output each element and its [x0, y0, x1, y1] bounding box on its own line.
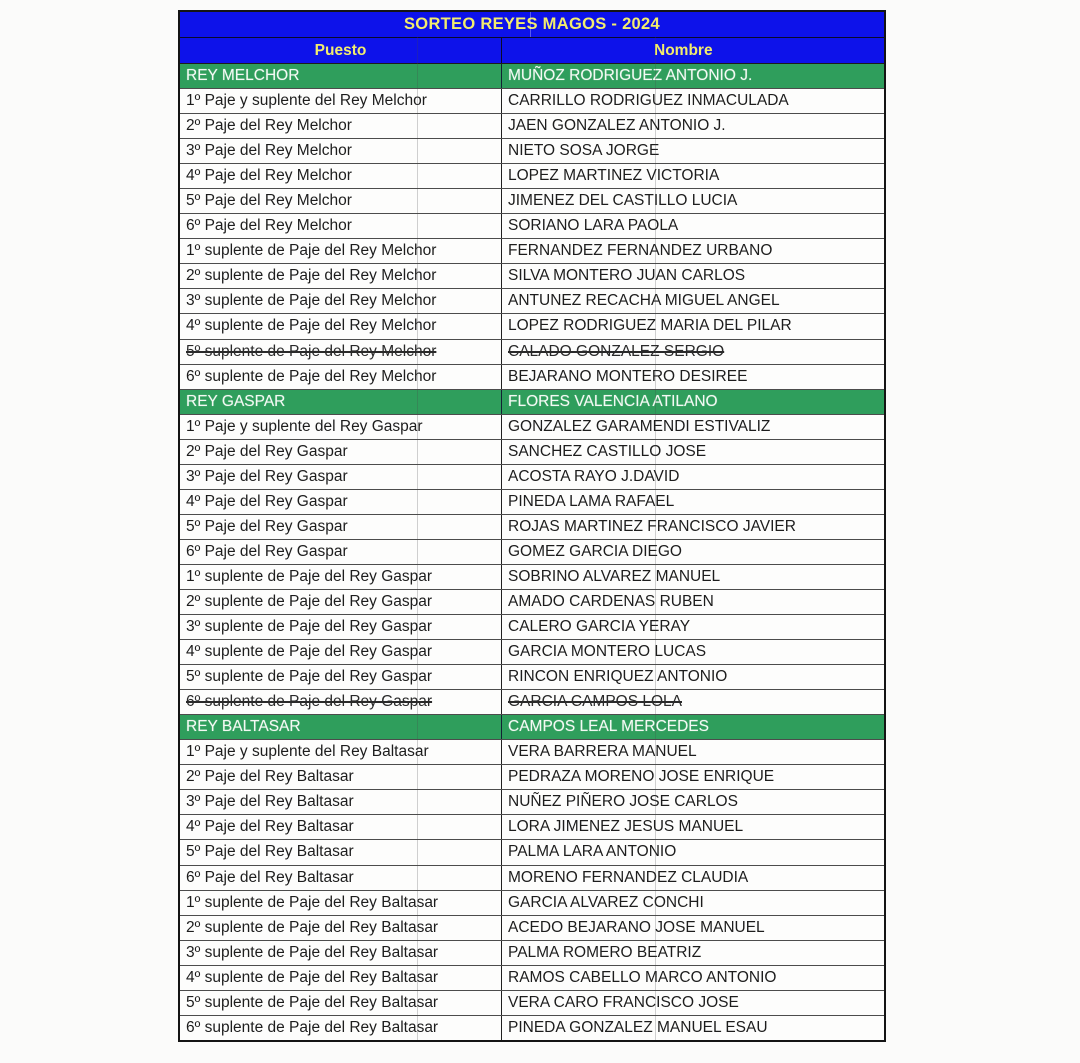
table-row	[180, 790, 884, 815]
nombre-cell	[502, 390, 884, 414]
table-row	[180, 941, 884, 966]
nombre-cell	[502, 891, 884, 915]
nombre-cell	[502, 490, 884, 514]
puesto-cell	[180, 189, 502, 213]
nombre-text: NUÑEZ PIÑERO JOSE CARLOS	[508, 793, 738, 811]
nombre-text: CAMPOS LEAL MERCEDES	[508, 718, 709, 736]
puesto-cell	[180, 765, 502, 789]
puesto-text: 1º suplente de Paje del Rey Gaspar	[186, 567, 433, 585]
puesto-text: 6º suplente de Paje del Rey Melchor	[186, 367, 437, 385]
puesto-text: REY GASPAR	[186, 392, 286, 410]
puesto-cell	[180, 289, 502, 313]
puesto-cell	[180, 815, 502, 839]
puesto-cell	[180, 590, 502, 614]
puesto-text: REY BALTASAR	[186, 718, 301, 736]
table-row	[180, 415, 884, 440]
table-row	[180, 164, 884, 189]
puesto-text: 5º suplente de Paje del Rey Baltasar	[186, 993, 439, 1011]
nombre-cell	[502, 340, 884, 364]
nombre-text: SANCHEZ CASTILLO JOSE	[508, 442, 707, 460]
nombre-text: CARRILLO RODRIGUEZ INMACULADA	[508, 92, 789, 110]
puesto-cell	[180, 239, 502, 263]
table-row	[180, 440, 884, 465]
nombre-cell	[502, 565, 884, 589]
nombre-cell	[502, 189, 884, 213]
puesto-cell	[180, 690, 502, 714]
nombre-cell	[502, 114, 884, 138]
table-row	[180, 891, 884, 916]
nombre-cell	[502, 465, 884, 489]
nombre-cell	[502, 164, 884, 188]
table-row	[180, 740, 884, 765]
puesto-cell	[180, 916, 502, 940]
puesto-text: 2º Paje del Rey Gaspar	[186, 442, 348, 460]
nombre-cell	[502, 640, 884, 664]
puesto-text: 4º suplente de Paje del Rey Gaspar	[186, 643, 433, 661]
nombre-cell	[502, 214, 884, 238]
puesto-text: 2º suplente de Paje del Rey Gaspar	[186, 593, 433, 610]
nombre-text: GONZALEZ GARAMENDI ESTIVALIZ	[508, 417, 771, 435]
nombre-cell	[502, 991, 884, 1015]
table-row	[180, 640, 884, 665]
puesto-text: 3º suplente de Paje del Rey Melchor	[186, 292, 437, 310]
puesto-text: 6º Paje del Rey Melchor	[186, 217, 352, 235]
column-header-nombre-cell	[502, 38, 884, 63]
table-row	[180, 991, 884, 1016]
table-title-row	[180, 12, 884, 38]
table-row	[180, 590, 884, 615]
nombre-text: SORIANO LARA PAOLA	[508, 217, 679, 235]
nombre-text: LOPEZ MARTINEZ VICTORIA	[508, 167, 720, 185]
table-row	[180, 690, 884, 715]
nombre-text: CALERO GARCIA YERAY	[508, 618, 691, 636]
puesto-text: 2º suplente de Paje del Rey Baltasar	[186, 918, 439, 936]
puesto-text: 4º Paje del Rey Melchor	[186, 167, 352, 185]
nombre-text: SOBRINO ALVAREZ MANUEL	[508, 567, 721, 585]
nombre-cell	[502, 715, 884, 739]
sorteo-table	[178, 10, 886, 1042]
nombre-cell	[502, 966, 884, 990]
nombre-text: PALMA ROMERO BEATRIZ	[508, 943, 702, 961]
puesto-cell	[180, 415, 502, 439]
nombre-text: MORENO FERNANDEZ CLAUDIA	[508, 868, 749, 886]
puesto-cell	[180, 114, 502, 138]
nombre-cell	[502, 540, 884, 564]
nombre-text: GARCIA MONTERO LUCAS	[508, 643, 707, 661]
table-row	[180, 239, 884, 264]
puesto-cell	[180, 540, 502, 564]
nombre-cell	[502, 139, 884, 163]
puesto-cell	[180, 565, 502, 589]
table-row	[180, 465, 884, 490]
puesto-text: 5º Paje del Rey Baltasar	[186, 843, 354, 861]
nombre-text: ANTUNEZ RECACHA MIGUEL ANGEL	[508, 292, 780, 310]
table-row	[180, 289, 884, 314]
nombre-text: ACOSTA RAYO J.DAVID	[508, 467, 680, 485]
table-row	[180, 815, 884, 840]
nombre-text: GARCIA ALVAREZ CONCHI	[508, 893, 704, 911]
table-row	[180, 264, 884, 289]
nombre-text: ACEDO BEJARANO JOSE MANUEL	[508, 918, 765, 936]
puesto-cell	[180, 866, 502, 890]
nombre-text: MUÑOZ RODRIGUEZ ANTONIO J.	[508, 67, 753, 85]
puesto-cell	[180, 214, 502, 238]
table-row	[180, 365, 884, 390]
puesto-text: 2º suplente de Paje del Rey Melchor	[186, 267, 437, 285]
table-row	[180, 540, 884, 565]
nombre-text: RAMOS CABELLO MARCO ANTONIO	[508, 968, 777, 986]
nombre-cell	[502, 840, 884, 864]
puesto-text: 3º Paje del Rey Melchor	[186, 142, 352, 160]
table-row	[180, 139, 884, 164]
puesto-cell	[180, 740, 502, 764]
nombre-text: JIMENEZ DEL CASTILLO LUCIA	[508, 192, 738, 210]
puesto-text: 3º Paje del Rey Baltasar	[186, 793, 354, 811]
puesto-text: 1º suplente de Paje del Rey Melchor	[186, 242, 437, 260]
column-header-puesto-cell	[180, 38, 502, 63]
puesto-text: 3º Paje del Rey Gaspar	[186, 467, 348, 485]
puesto-text: 3º suplente de Paje del Rey Baltasar	[186, 943, 439, 961]
nombre-cell	[502, 314, 884, 338]
puesto-text: 5º suplente de Paje del Rey Gaspar	[186, 668, 433, 686]
nombre-text: BEJARANO MONTERO DESIREE	[508, 367, 748, 385]
table-row	[180, 916, 884, 941]
nombre-cell	[502, 815, 884, 839]
nombre-text: LOPEZ RODRIGUEZ MARIA DEL PILAR	[508, 317, 792, 335]
puesto-cell	[180, 715, 502, 739]
puesto-cell	[180, 991, 502, 1015]
puesto-text: 6º suplente de Paje del Rey Baltasar	[186, 1018, 439, 1036]
puesto-cell	[180, 89, 502, 113]
puesto-cell	[180, 665, 502, 689]
puesto-cell	[180, 1016, 502, 1040]
puesto-cell	[180, 515, 502, 539]
nombre-cell	[502, 64, 884, 88]
puesto-text: 1º Paje y suplente del Rey Melchor	[186, 92, 427, 110]
puesto-cell	[180, 164, 502, 188]
nombre-cell	[502, 866, 884, 890]
nombre-text: VERA BARRERA MANUEL	[508, 743, 697, 761]
table-row	[180, 490, 884, 515]
nombre-cell	[502, 289, 884, 313]
table-row	[180, 189, 884, 214]
nombre-text: PEDRAZA MORENO JOSE ENRIQUE	[508, 768, 775, 786]
puesto-cell	[180, 790, 502, 814]
puesto-text: 5º Paje del Rey Gaspar	[186, 517, 348, 535]
puesto-text: 6º Paje del Rey Gaspar	[186, 542, 348, 560]
nombre-text: FLORES VALENCIA ATILANO	[508, 392, 718, 410]
nombre-text: PINEDA GONZALEZ MANUEL ESAU	[508, 1018, 768, 1036]
table-row	[180, 765, 884, 790]
table-row	[180, 866, 884, 891]
nombre-cell	[502, 515, 884, 539]
puesto-cell	[180, 440, 502, 464]
table-header-row	[180, 38, 884, 64]
nombre-text: ROJAS MARTINEZ FRANCISCO JAVIER	[508, 517, 796, 535]
puesto-text: 6º Paje del Rey Baltasar	[186, 868, 354, 886]
puesto-text: 3º suplente de Paje del Rey Gaspar	[186, 618, 433, 636]
puesto-text: 4º Paje del Rey Gaspar	[186, 492, 348, 510]
puesto-cell	[180, 465, 502, 489]
puesto-cell	[180, 390, 502, 414]
puesto-text: 5º Paje del Rey Melchor	[186, 192, 352, 210]
king-row	[180, 390, 884, 415]
nombre-cell	[502, 740, 884, 764]
nombre-cell	[502, 365, 884, 389]
puesto-text: 5º suplente de Paje del Rey Melchor	[186, 342, 437, 360]
puesto-text: 1º suplente de Paje del Rey Baltasar	[186, 893, 439, 911]
table-row	[180, 515, 884, 540]
puesto-text: REY MELCHOR	[186, 67, 300, 85]
nombre-text: GOMEZ GARCIA DIEGO	[508, 542, 682, 560]
nombre-cell	[502, 440, 884, 464]
nombre-cell	[502, 415, 884, 439]
puesto-text: 6º suplente de Paje del Rey Gaspar	[186, 693, 433, 711]
column-header-puesto: Puesto	[314, 41, 367, 59]
table-row	[180, 615, 884, 640]
column-header-nombre: Nombre	[654, 41, 713, 59]
nombre-cell	[502, 590, 884, 614]
nombre-cell	[502, 239, 884, 263]
puesto-text: 2º Paje del Rey Baltasar	[186, 768, 354, 786]
nombre-cell	[502, 941, 884, 965]
puesto-text: 1º Paje y suplente del Rey Baltasar	[186, 743, 429, 761]
nombre-text: RINCON ENRIQUEZ ANTONIO	[508, 668, 728, 686]
nombre-text: JAEN GONZALEZ ANTONIO J.	[508, 117, 726, 135]
table-row	[180, 565, 884, 590]
table-row	[180, 314, 884, 339]
table-row	[180, 1016, 884, 1040]
nombre-cell	[502, 916, 884, 940]
table-row	[180, 114, 884, 139]
nombre-cell	[502, 89, 884, 113]
nombre-text: SILVA MONTERO JUAN CARLOS	[508, 267, 746, 285]
puesto-cell	[180, 490, 502, 514]
table-row	[180, 840, 884, 865]
puesto-cell	[180, 365, 502, 389]
nombre-text: AMADO CARDENAS RUBEN	[508, 593, 714, 610]
puesto-cell	[180, 314, 502, 338]
nombre-cell	[502, 264, 884, 288]
puesto-text: 4º suplente de Paje del Rey Baltasar	[186, 968, 439, 986]
table-row	[180, 214, 884, 239]
nombre-cell	[502, 615, 884, 639]
puesto-text: 4º suplente de Paje del Rey Melchor	[186, 317, 437, 335]
nombre-cell	[502, 1016, 884, 1040]
nombre-text: GARCIA CAMPOS LOLA	[508, 693, 682, 711]
king-row	[180, 715, 884, 740]
puesto-text: 4º Paje del Rey Baltasar	[186, 818, 354, 836]
puesto-cell	[180, 139, 502, 163]
table-row	[180, 665, 884, 690]
puesto-cell	[180, 64, 502, 88]
puesto-cell	[180, 941, 502, 965]
puesto-text: 2º Paje del Rey Melchor	[186, 117, 352, 135]
nombre-text: CALADO GONZALEZ SERGIO	[508, 342, 725, 360]
table-row	[180, 966, 884, 991]
puesto-cell	[180, 840, 502, 864]
nombre-text: FERNANDEZ FERNANDEZ URBANO	[508, 242, 773, 260]
nombre-text: NIETO SOSA JORGE	[508, 142, 660, 160]
nombre-text: VERA CARO FRANCISCO JOSE	[508, 993, 739, 1011]
nombre-text: PINEDA LAMA RAFAEL	[508, 492, 675, 510]
table-row	[180, 340, 884, 365]
nombre-cell	[502, 790, 884, 814]
puesto-cell	[180, 966, 502, 990]
table-row	[180, 89, 884, 114]
nombre-cell	[502, 690, 884, 714]
puesto-cell	[180, 264, 502, 288]
puesto-cell	[180, 891, 502, 915]
nombre-cell	[502, 665, 884, 689]
puesto-cell	[180, 615, 502, 639]
nombre-text: PALMA LARA ANTONIO	[508, 843, 677, 861]
nombre-text: LORA JIMENEZ JESUS MANUEL	[508, 818, 744, 836]
king-row	[180, 64, 884, 89]
nombre-cell	[502, 765, 884, 789]
table-title: SORTEO REYES MAGOS - 2024	[404, 15, 660, 33]
puesto-cell	[180, 340, 502, 364]
puesto-cell	[180, 640, 502, 664]
puesto-text: 1º Paje y suplente del Rey Gaspar	[186, 417, 423, 435]
